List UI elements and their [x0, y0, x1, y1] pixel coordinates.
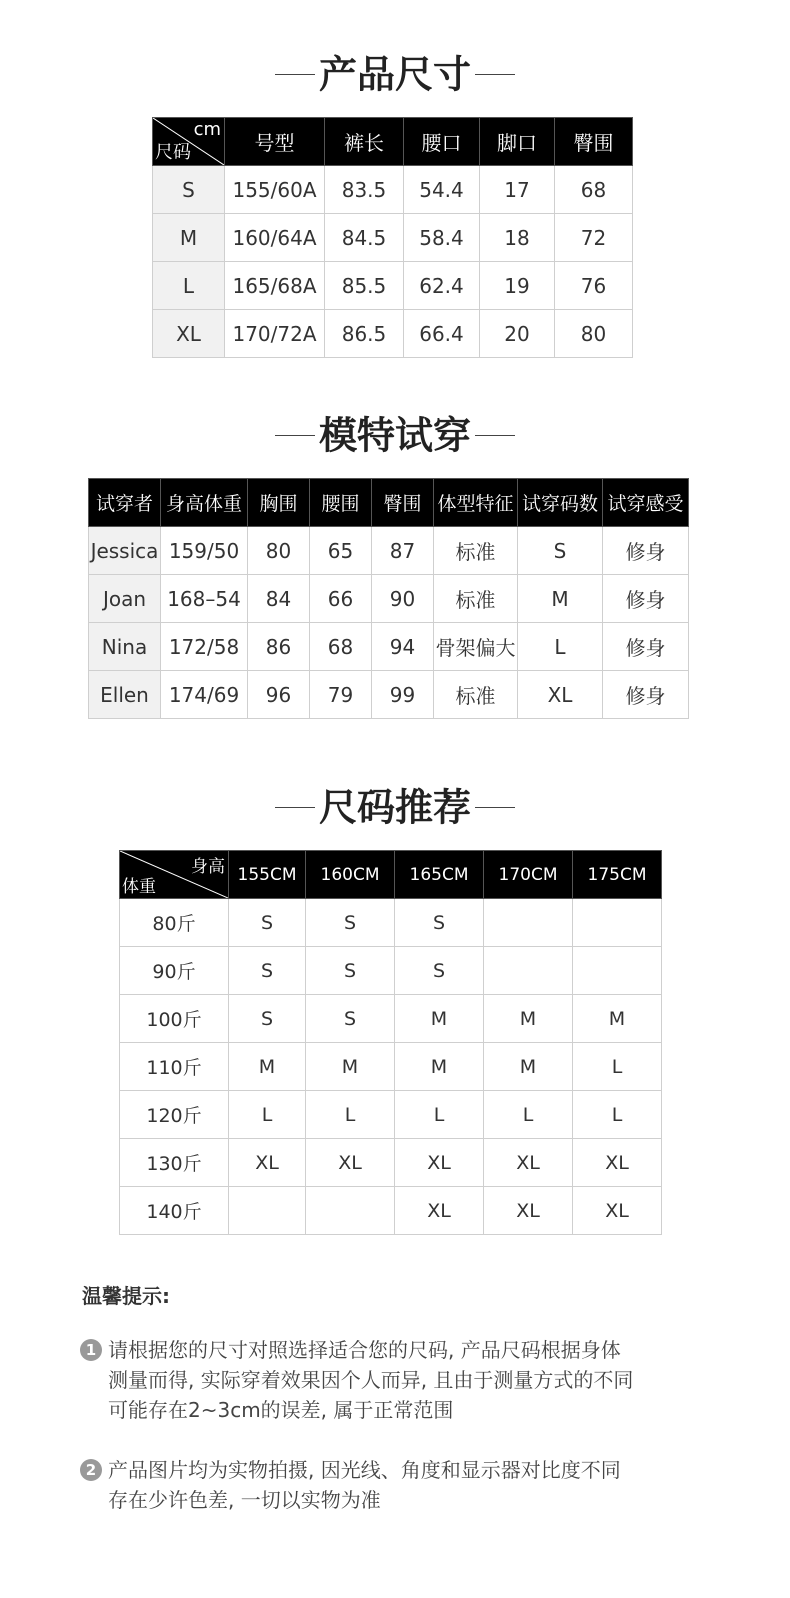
recommend-section-title: [0, 780, 790, 830]
recommend-table-corner: [120, 851, 229, 899]
table-cell: M: [484, 1043, 573, 1091]
table-row: [120, 947, 662, 995]
title-left-line: [275, 435, 315, 436]
table-cell: [306, 1187, 395, 1235]
table-row: [153, 214, 633, 262]
table-cell: L: [229, 1091, 306, 1139]
weight-label: 80斤: [120, 899, 229, 947]
tip-line: 产品图片均为实物拍摄, 因光线、角度和显示器对比度不同: [108, 1458, 621, 1482]
header-cell: 裤长: [325, 118, 404, 166]
table-cell: M: [573, 995, 662, 1043]
header-cell: 臀围: [555, 118, 633, 166]
table-cell: 骨架偏大: [434, 623, 518, 671]
tip-item: [80, 1335, 720, 1425]
header-cell: 175CM: [573, 851, 662, 899]
table-cell: XL: [484, 1187, 573, 1235]
table-cell: 86.5: [325, 310, 404, 358]
table-cell: 87: [372, 527, 434, 575]
table-cell: 66.4: [404, 310, 480, 358]
table-cell: 65: [310, 527, 372, 575]
table-cell: 72: [555, 214, 633, 262]
table-cell: S: [395, 899, 484, 947]
table-cell: 170/72A: [225, 310, 325, 358]
table-cell: 165/68A: [225, 262, 325, 310]
size-label: XL: [153, 310, 225, 358]
table-cell: [573, 899, 662, 947]
tip-line: 存在少许色差, 一切以实物为准: [108, 1488, 381, 1512]
table-cell: S: [518, 527, 603, 575]
table-cell: 155/60A: [225, 166, 325, 214]
title-right-line: [475, 74, 515, 75]
model-title-text: 模特试穿: [318, 413, 471, 458]
table-cell: 66: [310, 575, 372, 623]
corner-unit: cm: [193, 119, 221, 140]
table-cell: 20: [480, 310, 555, 358]
table-cell: 80: [555, 310, 633, 358]
table-cell: 174/69: [161, 671, 248, 719]
header-cell: 脚口: [480, 118, 555, 166]
table-cell: XL: [573, 1139, 662, 1187]
table-cell: 168–54: [161, 575, 248, 623]
model-table: [88, 478, 689, 719]
weight-label: 120斤: [120, 1091, 229, 1139]
title-right-line: [475, 807, 515, 808]
table-cell: 18: [480, 214, 555, 262]
table-cell: S: [306, 995, 395, 1043]
header-cell: 体型特征: [434, 479, 518, 527]
table-cell: 79: [310, 671, 372, 719]
table-cell: [573, 947, 662, 995]
header-cell: 165CM: [395, 851, 484, 899]
table-cell: S: [306, 899, 395, 947]
table-cell: S: [229, 995, 306, 1043]
table-cell: M: [395, 1043, 484, 1091]
table-cell: 68: [310, 623, 372, 671]
size-section-title: [0, 47, 790, 97]
tip-text: [108, 1335, 720, 1425]
header-cell: 170CM: [484, 851, 573, 899]
title-left-line: [275, 74, 315, 75]
size-label: M: [153, 214, 225, 262]
header-cell: 身高体重: [161, 479, 248, 527]
table-cell: L: [518, 623, 603, 671]
table-cell: 标准: [434, 575, 518, 623]
header-cell: 160CM: [306, 851, 395, 899]
table-cell: XL: [306, 1139, 395, 1187]
header-cell: 试穿感受: [603, 479, 689, 527]
tips-title: 温馨提示:: [82, 1284, 170, 1308]
recommend-table: [119, 850, 662, 1235]
table-cell: 86: [248, 623, 310, 671]
table-cell: L: [573, 1043, 662, 1091]
size-label: S: [153, 166, 225, 214]
table-cell: L: [484, 1091, 573, 1139]
table-cell: M: [306, 1043, 395, 1091]
title-right-line: [475, 435, 515, 436]
table-cell: 58.4: [404, 214, 480, 262]
recommend-table-header: [120, 851, 662, 899]
table-row: [120, 1187, 662, 1235]
header-cell: 试穿者: [89, 479, 161, 527]
number-one-icon: 1: [80, 1339, 102, 1361]
table-row: [153, 310, 633, 358]
header-cell: 155CM: [229, 851, 306, 899]
tip-item: [80, 1455, 720, 1515]
table-row: [120, 1091, 662, 1139]
corner-weight-label: 体重: [122, 877, 156, 897]
table-cell: S: [306, 947, 395, 995]
table-row: [120, 899, 662, 947]
table-cell: 修身: [603, 671, 689, 719]
model-section-title: [0, 408, 790, 458]
header-cell: 试穿码数: [518, 479, 603, 527]
model-name: Joan: [89, 575, 161, 623]
table-cell: S: [395, 947, 484, 995]
table-cell: 76: [555, 262, 633, 310]
tip-line: 测量而得, 实际穿着效果因个人而异, 且由于测量方式的不同: [108, 1368, 634, 1392]
table-cell: L: [395, 1091, 484, 1139]
weight-label: 100斤: [120, 995, 229, 1043]
table-row: [120, 995, 662, 1043]
table-cell: 修身: [603, 575, 689, 623]
weight-label: 130斤: [120, 1139, 229, 1187]
table-cell: S: [229, 947, 306, 995]
table-cell: 80: [248, 527, 310, 575]
header-cell: 腰围: [310, 479, 372, 527]
table-cell: 修身: [603, 527, 689, 575]
table-cell: 标准: [434, 671, 518, 719]
size-table: [152, 117, 633, 358]
table-row: [89, 527, 689, 575]
table-cell: 62.4: [404, 262, 480, 310]
table-cell: 54.4: [404, 166, 480, 214]
table-cell: [484, 947, 573, 995]
table-row: [89, 575, 689, 623]
tip-line: 可能存在2~3cm的误差, 属于正常范围: [108, 1398, 454, 1422]
weight-label: 140斤: [120, 1187, 229, 1235]
title-left-line: [275, 807, 315, 808]
table-cell: L: [306, 1091, 395, 1139]
recommend-title-text: 尺码推荐: [318, 785, 471, 830]
table-cell: XL: [229, 1139, 306, 1187]
table-cell: [229, 1187, 306, 1235]
table-cell: 160/64A: [225, 214, 325, 262]
tip-text: [108, 1455, 720, 1515]
table-cell: 96: [248, 671, 310, 719]
table-cell: M: [484, 995, 573, 1043]
table-cell: [484, 899, 573, 947]
table-cell: XL: [395, 1187, 484, 1235]
table-cell: XL: [518, 671, 603, 719]
size-label: L: [153, 262, 225, 310]
table-row: [89, 623, 689, 671]
table-cell: 83.5: [325, 166, 404, 214]
table-cell: 84.5: [325, 214, 404, 262]
table-cell: 标准: [434, 527, 518, 575]
header-cell: 号型: [225, 118, 325, 166]
header-cell: 胸围: [248, 479, 310, 527]
table-cell: 17: [480, 166, 555, 214]
table-cell: S: [229, 899, 306, 947]
table-cell: 159/50: [161, 527, 248, 575]
number-two-icon: 2: [80, 1459, 102, 1481]
weight-label: 90斤: [120, 947, 229, 995]
table-cell: 99: [372, 671, 434, 719]
table-cell: M: [395, 995, 484, 1043]
table-row: [153, 166, 633, 214]
table-cell: 172/58: [161, 623, 248, 671]
corner-size-label: 尺码: [155, 142, 191, 163]
table-cell: 85.5: [325, 262, 404, 310]
size-title-text: 产品尺寸: [318, 52, 471, 97]
table-cell: 19: [480, 262, 555, 310]
table-row: [153, 262, 633, 310]
model-name: Ellen: [89, 671, 161, 719]
size-table-header: [153, 118, 633, 166]
size-table-corner: [153, 118, 225, 166]
corner-height-label: 身高: [191, 857, 225, 877]
header-cell: 腰口: [404, 118, 480, 166]
table-cell: 修身: [603, 623, 689, 671]
weight-label: 110斤: [120, 1043, 229, 1091]
table-cell: L: [573, 1091, 662, 1139]
table-cell: M: [229, 1043, 306, 1091]
table-row: [89, 671, 689, 719]
model-name: Nina: [89, 623, 161, 671]
table-cell: 84: [248, 575, 310, 623]
model-table-header: [89, 479, 689, 527]
table-cell: 68: [555, 166, 633, 214]
model-name: Jessica: [89, 527, 161, 575]
header-cell: 臀围: [372, 479, 434, 527]
table-row: [120, 1139, 662, 1187]
table-row: [120, 1043, 662, 1091]
table-cell: 94: [372, 623, 434, 671]
tip-line: 请根据您的尺寸对照选择适合您的尺码, 产品尺码根据身体: [108, 1338, 621, 1362]
table-cell: XL: [484, 1139, 573, 1187]
table-cell: XL: [395, 1139, 484, 1187]
table-cell: M: [518, 575, 603, 623]
table-cell: XL: [573, 1187, 662, 1235]
table-cell: 90: [372, 575, 434, 623]
